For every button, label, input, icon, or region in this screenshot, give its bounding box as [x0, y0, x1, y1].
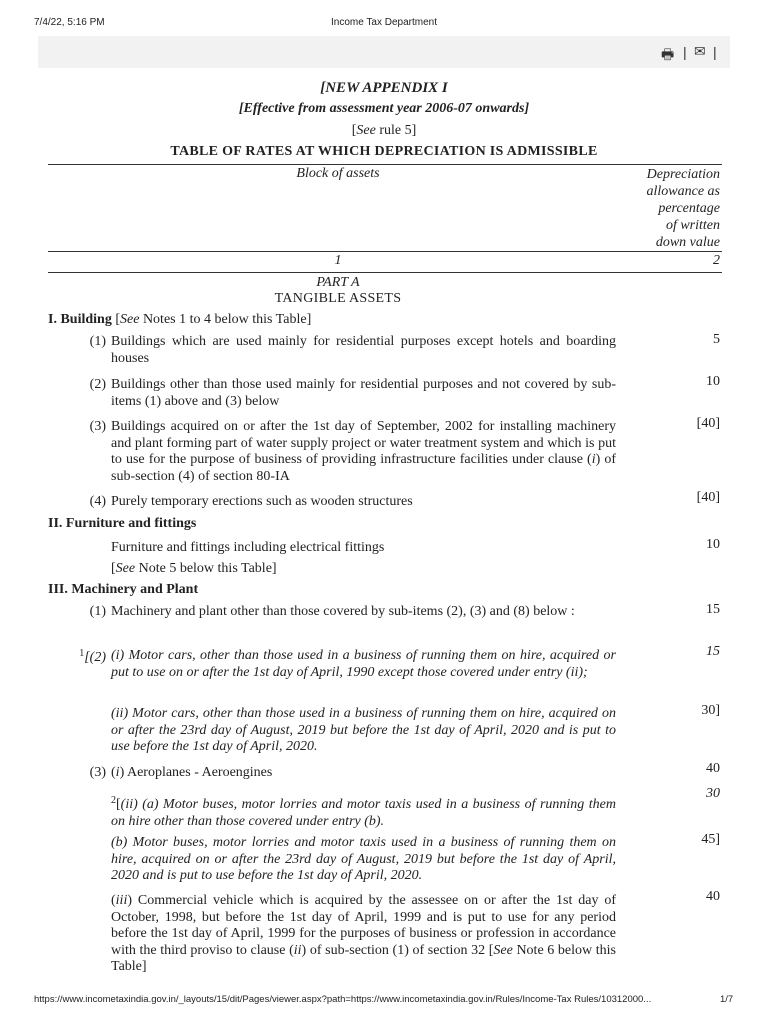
item-label: (1)	[89, 604, 106, 619]
section-title: I. Building	[48, 312, 112, 327]
column-number-1: 1	[334, 253, 342, 268]
item-text	[111, 893, 616, 976]
see-word: See	[120, 312, 140, 327]
toolbar-separator: |	[683, 44, 687, 60]
section-machinery	[48, 582, 198, 598]
column-header-rate	[628, 166, 720, 251]
item-text: Buildings which are used mainly for residential purposes except hotels and boarding houses	[111, 334, 616, 366]
item-label: (3)	[89, 765, 106, 780]
item-label: (3)	[89, 419, 106, 434]
item-label	[60, 648, 106, 666]
text-part: Note 6 below this Table]	[111, 942, 616, 974]
text-part: (ii) (a) Motor buses, motor lorries and motor taxis used in a business of running them on hire other than those covered under entry (b).	[111, 797, 616, 829]
mail-icon[interactable]: ✉	[694, 44, 706, 60]
see-word: See	[115, 560, 136, 576]
header-line: allowance as	[646, 184, 720, 199]
header-line: of written	[665, 218, 720, 233]
header-line: down value	[655, 235, 720, 250]
part-heading: PART A	[316, 275, 360, 290]
note: [	[111, 312, 120, 327]
item-rate: 15	[706, 644, 720, 659]
item-rate: 15	[706, 602, 720, 617]
rule-ref	[48, 123, 720, 139]
text-part: (	[111, 893, 116, 908]
item-rate: 10	[706, 374, 720, 389]
text-part: iii	[115, 893, 128, 908]
section-title: III. Machinery and Plant	[48, 582, 199, 597]
bracket: [	[351, 123, 357, 138]
section-building	[48, 312, 311, 328]
browser-print-header	[0, 0, 768, 36]
text-line: Furniture and fittings including electrical fittings	[111, 540, 385, 555]
header-line: percentage	[658, 201, 720, 216]
divider	[48, 251, 722, 252]
page-title: Income Tax Department	[331, 17, 437, 28]
item-text	[111, 419, 616, 485]
section-furniture	[48, 516, 196, 532]
column-number-2: 2	[713, 253, 720, 268]
item-label: (4)	[89, 494, 106, 509]
text-part: ) of sub-section (4) of section 80-IA	[111, 452, 616, 484]
effective-line: [Effective from assessment year 2006-07 onwards]	[238, 101, 530, 116]
text-part: ii	[293, 942, 302, 958]
item-text	[111, 793, 616, 830]
print-url: https://www.incometaxindia.gov.in/_layouts/15/dit/Pages/viewer.aspx?path=https://www.incometaxindia.gov.in/Rules/Income-Tax Rules/10312000...	[34, 994, 652, 1005]
text-line	[111, 561, 616, 578]
item-text	[111, 540, 616, 577]
label-text: [(2)	[84, 650, 106, 665]
item-rate: 40	[706, 761, 720, 776]
see-word: See	[493, 942, 513, 958]
print-datetime: 7/4/22, 5:16 PM	[34, 17, 105, 28]
see-word: See	[356, 123, 376, 138]
section-title: II. Furniture and fittings	[48, 516, 197, 531]
item-rate: [40]	[696, 416, 720, 431]
item-text: (b) Motor buses, motor lorries and motor taxis used in a business of running them on hire, acquired on or after the 23rd day of August, 2019 but before the 1st day of April, 2020 and is put to use before the 1st day of April, 2020.	[111, 835, 616, 883]
divider	[48, 272, 722, 273]
item-rate: 30]	[701, 703, 720, 718]
appendix-title: [NEW APPENDIX I	[320, 80, 448, 96]
part-subheading: TANGIBLE ASSETS	[274, 291, 402, 306]
text-part: i	[115, 765, 120, 780]
item-rate: 10	[706, 537, 720, 552]
note: Notes 1 to 4 below this Table]	[139, 312, 312, 327]
toolbar	[38, 36, 730, 68]
item-rate: 40	[706, 889, 720, 904]
text-part: (	[111, 765, 116, 780]
item-text: Buildings other than those used mainly for residential purposes and not covered by sub-items (1) above and (3) below	[111, 377, 616, 409]
text-part: ) of sub-section (1) of section 32 [	[301, 942, 494, 958]
item-text: (i) Motor cars, other than those used in a business of running them on hire, acquired or put to use on or after the 1st day of April, 1990 except those covered under entry (ii);	[111, 648, 616, 680]
item-rate: 5	[713, 332, 720, 347]
item-rate: 45]	[701, 832, 720, 847]
text-part: [	[116, 797, 121, 812]
item-text	[111, 765, 616, 782]
item-rate: [40]	[696, 490, 720, 505]
table-title: TABLE OF RATES AT WHICH DEPRECIATION IS ADMISSIBLE	[170, 144, 598, 159]
text-part: i	[591, 452, 596, 467]
text-part: [	[111, 560, 116, 576]
text-part: Note 5 below this Table]	[135, 560, 277, 576]
text-part: ) Aeroplanes - Aeroengines	[119, 765, 273, 780]
item-label: (1)	[89, 334, 106, 349]
item-label: (2)	[89, 377, 106, 392]
page-number: 1/7	[720, 994, 734, 1005]
item-text: Purely temporary erections such as wooden structures	[111, 494, 413, 509]
printer-icon[interactable]: 🖶	[661, 47, 675, 63]
footnote-ref[interactable]: 2	[111, 795, 116, 806]
item-text: Machinery and plant other than those covered by sub-items (2), (3) and (8) below :	[111, 604, 575, 619]
rule-text: rule 5]	[375, 123, 417, 138]
item-rate: 30	[706, 786, 720, 801]
item-text: (ii) Motor cars, other than those used in a business of running them on hire, acquired on or after the 23rd day of August, 2019 but before the 1st day of April, 2020 and is put to use before the 1st day of April, 2020.	[111, 706, 616, 754]
header-line: Depreciation	[646, 167, 720, 182]
column-header-block: Block of assets	[296, 166, 380, 181]
footnote-ref[interactable]: 1	[79, 648, 85, 659]
text-part: Buildings acquired on or after the 1st day of September, 2002 for installing machinery and plant forming part of water supply project or water treatment system and which is put to use for the purpose of business of providing infrastructure facilities under clause (	[111, 419, 616, 467]
text-part: ) Commercial vehicle which is acquired by the assessee on or after the 1st day of October, 1998, but before the 1st day of April, 1999 and is put to use for any period before the 1st day of April, 1999 for the purposes of business or profession in accordance with the third proviso to clause (	[111, 893, 616, 958]
toolbar-separator: |	[713, 44, 717, 60]
divider	[48, 164, 722, 165]
